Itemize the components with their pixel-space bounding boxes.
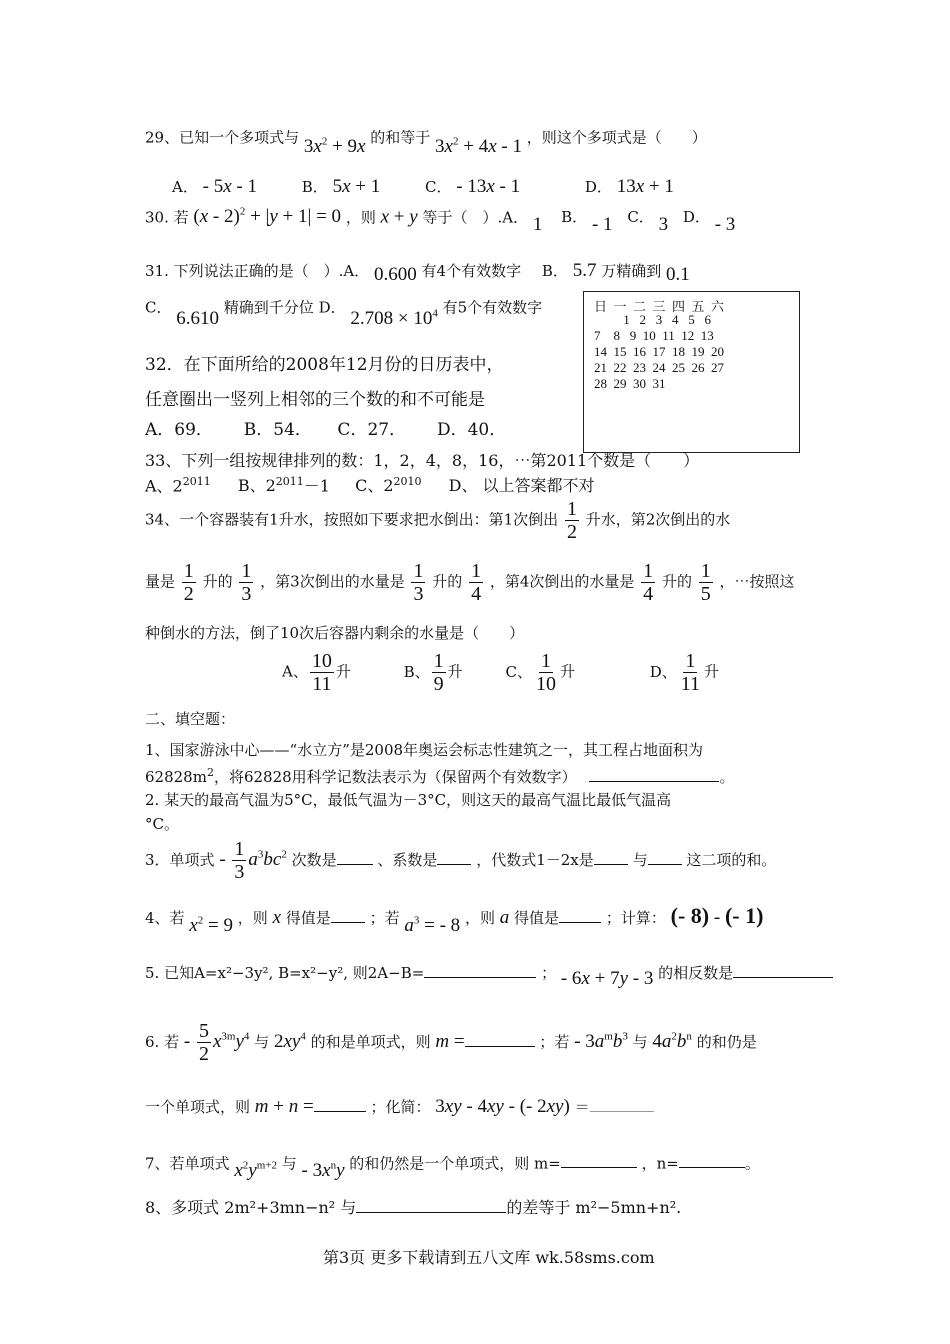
f6-term3: - $3a^mb^3$: [574, 1030, 628, 1052]
fraction: $\frac{1}{5}$: [700, 560, 711, 605]
f6-term1: - $\frac{5}{2}$ $x^{3m}y^4$: [183, 1020, 250, 1065]
q31-val-a: 0.600: [374, 264, 417, 285]
q30-sum: x + y: [380, 206, 418, 228]
q31-line1: 31. 下列说法正确的是（ ）.A． 0.600 有4个有效数字 B． 5.7 万精确到 0.1: [145, 260, 690, 285]
fraction: $\frac{1}{3}$: [413, 560, 424, 605]
q34-options: A、 $\frac{10}{11}$ 升 B、 $\frac{1}{9}$ 升 C、 $\frac{1}{10}$ 升 D、 $\frac{1}{11}$ 升: [282, 650, 720, 695]
page-footer: 第3页 更多下载请到五八文库 wk.58sms.com: [323, 1248, 655, 1267]
fraction: $\frac{1}{4}$: [643, 560, 654, 605]
fraction: $\frac{1}{2}$: [566, 498, 577, 543]
f8-line: 8、多项式 2m²+3mn−n² 与 的差等于 m²−5mn+n².: [145, 1198, 682, 1217]
q31-val-c: 6.610: [176, 308, 220, 330]
f5-expr: - 6x + 7y - 3: [560, 968, 654, 989]
f1-line2: $62828m^2$，将62828用科学记数法表示为（保留两个有效数字） 。: [145, 766, 735, 786]
f6-line2: 一个单项式，则 m + n = ；化简： 3xy - 4xy - (- 2xy) ＝: [145, 1096, 654, 1119]
f6-simplify: 3xy - 4xy - (- 2xy): [435, 1096, 570, 1117]
answer-blank[interactable]: [589, 767, 719, 782]
answer-blank[interactable]: [648, 850, 682, 865]
q32-line2: 任意圈出一竖列上相邻的三个数的和不可能是: [145, 390, 485, 410]
answer-blank[interactable]: [337, 850, 373, 865]
f7-term1: $x^2y^{m+2}$: [234, 1160, 277, 1182]
fraction: $\frac{10}{11}$: [311, 650, 332, 695]
fraction: $\frac{1}{9}$: [433, 650, 444, 695]
q29-line: 29、已知一个多项式与 $3x^2 + 9x$ 的和等于 $3x^2 + 4x - 1$ ，则这个多项式是（ ）: [145, 128, 707, 158]
f4-eq1: $x^2 = 9$: [189, 914, 233, 936]
f3-monomial: - $\frac{1}{3}$ $a^3bc^2$: [219, 838, 287, 883]
q32-line1: 32．在下面所给的2008年12月份的日历表中，: [145, 355, 504, 375]
q29-opt-c: - 13x - 1: [456, 176, 521, 197]
f6-m: m =: [435, 1030, 465, 1052]
q30-opt-a: 1: [532, 214, 543, 236]
f4-calc: (- 8) - (- 1): [670, 903, 764, 928]
calendar-week: 21 22 23 24 25 26 27: [594, 360, 724, 375]
answer-blank[interactable]: [594, 850, 628, 865]
q29-options: A． - 5x - 1 B． 5x + 1 C． - 13x - 1 D． 13x + 1: [172, 176, 674, 197]
f6-term4: $4a^2b^n$: [652, 1030, 692, 1052]
f4-eq2: $a^3$ = - 8: [404, 914, 461, 936]
answer-blank[interactable]: [331, 908, 365, 923]
q30-expr: (x - 2)$^2$ + |y + 1| = 0: [193, 206, 342, 228]
f6-term2: $2xy^4$: [273, 1030, 306, 1052]
section-title: 二、填空题：: [145, 710, 236, 728]
f7-line: 7、若单项式 $x^2y^{m+2}$ 与 - $3x^ny$ 的和仍然是一个单项式，则 m= ，n= 。: [145, 1154, 760, 1182]
calendar-week: 7 8 9 10 11 12 13: [594, 328, 714, 343]
answer-blank[interactable]: [314, 1097, 366, 1112]
answer-blank[interactable]: [356, 1198, 506, 1213]
f7-term2: - $3x^ny$: [301, 1160, 345, 1182]
answer-blank[interactable]: [437, 850, 471, 865]
f2-line2: °C。: [145, 815, 179, 833]
answer-blank[interactable]: [559, 908, 601, 923]
fraction: $\frac{1}{10}$: [535, 650, 556, 695]
answer-blank[interactable]: [679, 1153, 745, 1168]
calendar-week: 14 15 16 17 18 19 20: [594, 344, 724, 359]
f4-var-a: a: [499, 907, 510, 928]
f4-var-x: x: [272, 907, 281, 928]
q30-line: 30. 若 (x - 2)$^2$ + |y + 1| = 0 ，则 x + y 等于（ ）.A． 1 B． - 1 C． 3 D． - 3: [145, 206, 736, 236]
answer-blank[interactable]: [733, 963, 833, 978]
f4-line: 4、若 $x^2 = 9$ ，则 x 得值是 ；若 $a^3$ = - 8 ，则 a 得值是 ；计算： (- 8) - (- 1): [145, 903, 764, 936]
fraction: $\frac{1}{2}$: [183, 560, 194, 605]
q34-line1: 34、一个容器装有1升水，按照如下要求把水倒出：第1次倒出 $\frac{1}{2}$ 升水，第2次倒出的水: [145, 498, 731, 543]
q33-options: A、$2^{2011}$ B、$2^{2011}-1$ C、$2^{2010}$ D、 以上答案都不对: [145, 475, 595, 496]
q31-line2: C． 6.610 精确到千分位 D． $2.708 \times 10^4$ 有5个有效数字: [145, 298, 543, 330]
calendar-box: [583, 291, 800, 453]
q30-opt-c: 3: [658, 214, 669, 236]
q29-opt-b: 5x + 1: [332, 176, 381, 197]
answer-blank[interactable]: [465, 1032, 535, 1047]
answer-blank[interactable]: [561, 1153, 637, 1168]
q30-opt-d: - 3: [714, 214, 736, 236]
q29-opt-a: - 5x - 1: [202, 176, 257, 197]
calendar-week: 1 2 3 4 5 6: [594, 312, 711, 327]
fraction: $\frac{1}{4}$: [471, 560, 482, 605]
f1-line1: 1、国家游泳中心——“水立方”是2008年奥运会标志性建筑之一，其工程占地面积为: [145, 741, 704, 759]
f5-line: 5. 已知A=x²−3y², B=x²−y², 则2A−B= ； - 6x + 7y - 3 的相反数是: [145, 962, 833, 985]
q31-val-d: $2.708 \times 10^4$: [350, 308, 438, 330]
fraction: $\frac{1}{11}$: [680, 650, 701, 695]
f6-line1: 6. 若 - $\frac{5}{2}$ $x^{3m}y^4$ 与 $2xy^4$ 的和是单项式，则 m = ；若 - $3a^mb^3$ 与 $4a^2b^n$ 的和仍是: [145, 1020, 757, 1065]
f6-mn: m + n =: [254, 1096, 314, 1117]
q29-expr1: $3x^2 + 9x$: [303, 136, 366, 158]
f2-line1: 2. 某天的最高气温为5°C，最低气温为－3°C，则这天的最高气温比最低气温高: [145, 791, 672, 809]
fraction: $\frac{1}{3}$: [241, 560, 252, 605]
answer-blank[interactable]: [424, 963, 536, 978]
answer-blank[interactable]: [590, 1097, 654, 1112]
q29-expr2: $3x^2 + 4x - 1$: [435, 136, 522, 158]
q30-opt-b: - 1: [591, 214, 613, 236]
q33-stem: 33、下列一组按规律排列的数：1，2，4，8，16，⋯第2011个数是（ ）: [145, 451, 700, 470]
f3-line: 3．单项式 - $\frac{1}{3}$ $a^3bc^2$ 次数是 、系数是 ，代数式1－2x是 与 这二项的和。: [145, 838, 777, 883]
calendar-week: 28 29 30 31: [594, 376, 666, 391]
q31-val-b2: 0.1: [666, 264, 690, 285]
calendar-header: 日 一 二 三 四 五 六: [594, 299, 725, 314]
q32-options: A．69． B．54． C．27． D．40．: [145, 420, 507, 440]
q34-line3: 种倒水的方法，倒了10次后容器内剩余的水量是（ ）: [145, 624, 525, 642]
q31-val-b: 5.7: [572, 260, 597, 281]
q34-line2: 量是 $\frac{1}{2}$ 升的 $\frac{1}{3}$ ，第3次倒出的水量是 $\frac{1}{3}$ 升的 $\frac{1}{4}$ ，第4次倒出的水量是 $\frac{1}{4}$ 升的 $\frac{1}{5}$ ，⋯按照这: [145, 560, 795, 605]
q29-opt-d: 13x + 1: [616, 176, 674, 197]
